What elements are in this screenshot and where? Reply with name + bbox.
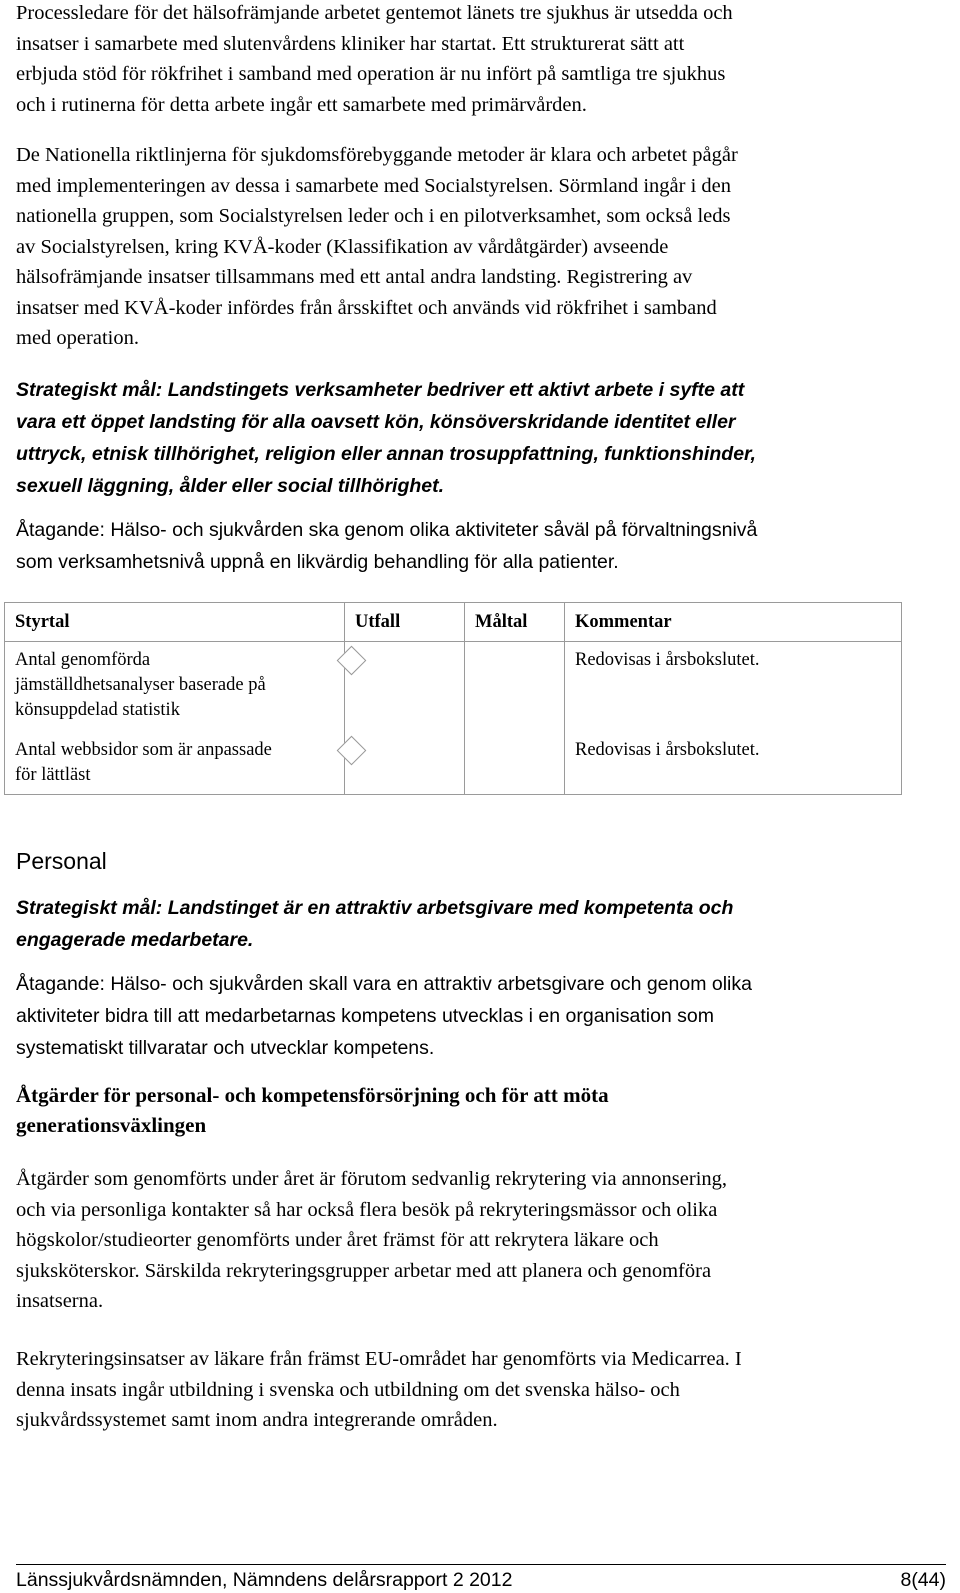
recruitment-paragraph: Åtgärder som genomförts under året är förutom sedvanlig rekrytering via annonsering, och via personliga kontakter så har också flera besök på rekryteringsmässor och olika högskolor/studieorter genomförts under året främst för att rekrytera läkare och sjuksköterskor. Särskilda rekryteringsgrupper arbetar med att planera och genomföra insatserna. [16,1168,728,1312]
outcome-cell [345,732,465,795]
table-header-row [5,603,902,642]
page-footer [16,1564,946,1592]
column-header-kommentar: Kommentar [565,603,902,642]
table-row [5,642,902,733]
column-header-utfall: Utfall [345,603,465,642]
target-cell [465,732,565,795]
styrtal-cell: Antal webbsidor som är anpassade för lättläst [5,732,345,795]
strategic-goal-personnel: Strategiskt mål: Landstinget är en attraktiv arbetsgivare med kompetenta och engagerade medarbetare. [16,897,734,951]
eu-recruitment-paragraph: Rekryteringsinsatser av läkare från främst EU-området har genomförts via Medicarrea. I denna insats ingår utbildning i svenska och utbildning om det svenska hälso- och sjukvårdssystemet samt inom andra integrerande områden. [16,1348,742,1431]
commitment-personnel: Åtagande: Hälso- och sjukvården skall vara en attraktiv arbetsgivare och genom olika aktiviteter bidra till att medarbetarnas kompetens utvecklas i en organisation som systematiskt tillvaratar och utvecklar kompetens. [16,973,752,1059]
outcome-cell [345,642,465,733]
target-cell [465,642,565,733]
footer-report-title: Länssjukvårdsnämnden, Nämndens delårsrapport 2 2012 [16,1569,513,1591]
guidelines-paragraph: De Nationella riktlinjerna för sjukdomsförebyggande metoder är klara och arbetet pågår med implementeringen av dessa i samarbete med Socialstyrelsen. Sörmland ingår i den nationella gruppen, som Socialstyrelsen leder och i en pilotverksamhet, som också leds av Socialstyrelsen, kring KVÅ-koder (Klassifikation av vårdåtgärder) avseende hälsofrämjande insatser tillsammans med ett antal andra landsting. Registrering av insatser med KVÅ-koder infördes från årsskiftet och används vid rökfrihet i samband med operation. [16,144,738,349]
column-header-styrtal: Styrtal [5,603,345,642]
section-heading-personal: Personal [16,848,107,874]
kpi-table [4,602,902,795]
column-header-maltal: Måltal [465,603,565,642]
styrtal-cell: Antal genomförda jämställdhetsanalyser baserade på könsuppdelad statistik [5,642,345,733]
comment-cell: Redovisas i årsbokslutet. [565,642,902,733]
intro-paragraph: Processledare för det hälsofrämjande arbetet gentemot länets tre sjukhus är utsedda och insatser i samarbete med slutenvårdens kliniker har startat. Ett strukturerat sätt att erbjuda stöd för rökfrihet i samband med operation är nu infört på samtliga tre sjukhus och i rutinerna för detta arbete ingår ett samarbete med primärvården. [16,2,733,116]
subheading-competence-supply: Åtgärder för personal- och kompetensförsörjning och för att möta generationsväxlingen [16,1083,609,1137]
table-row [5,732,902,795]
commitment-equality: Åtagande: Hälso- och sjukvården ska genom olika aktiviteter såväl på förvaltningsnivå som verksamhetsnivå uppnå en likvärdig behandling för alla patienter. [16,519,758,573]
strategic-goal-equality: Strategiskt mål: Landstingets verksamheter bedriver ett aktivt arbete i syfte att vara ett öppet landsting för alla oavsett kön, könsöverskridande identitet eller uttryck, etnisk tillhörighet, religion eller annan trosuppfattning, funktionshinder, sexuell läggning, ålder eller social tillhörighet. [16,379,756,497]
page-number: 8(44) [900,1569,946,1591]
comment-cell: Redovisas i årsbokslutet. [565,732,902,795]
